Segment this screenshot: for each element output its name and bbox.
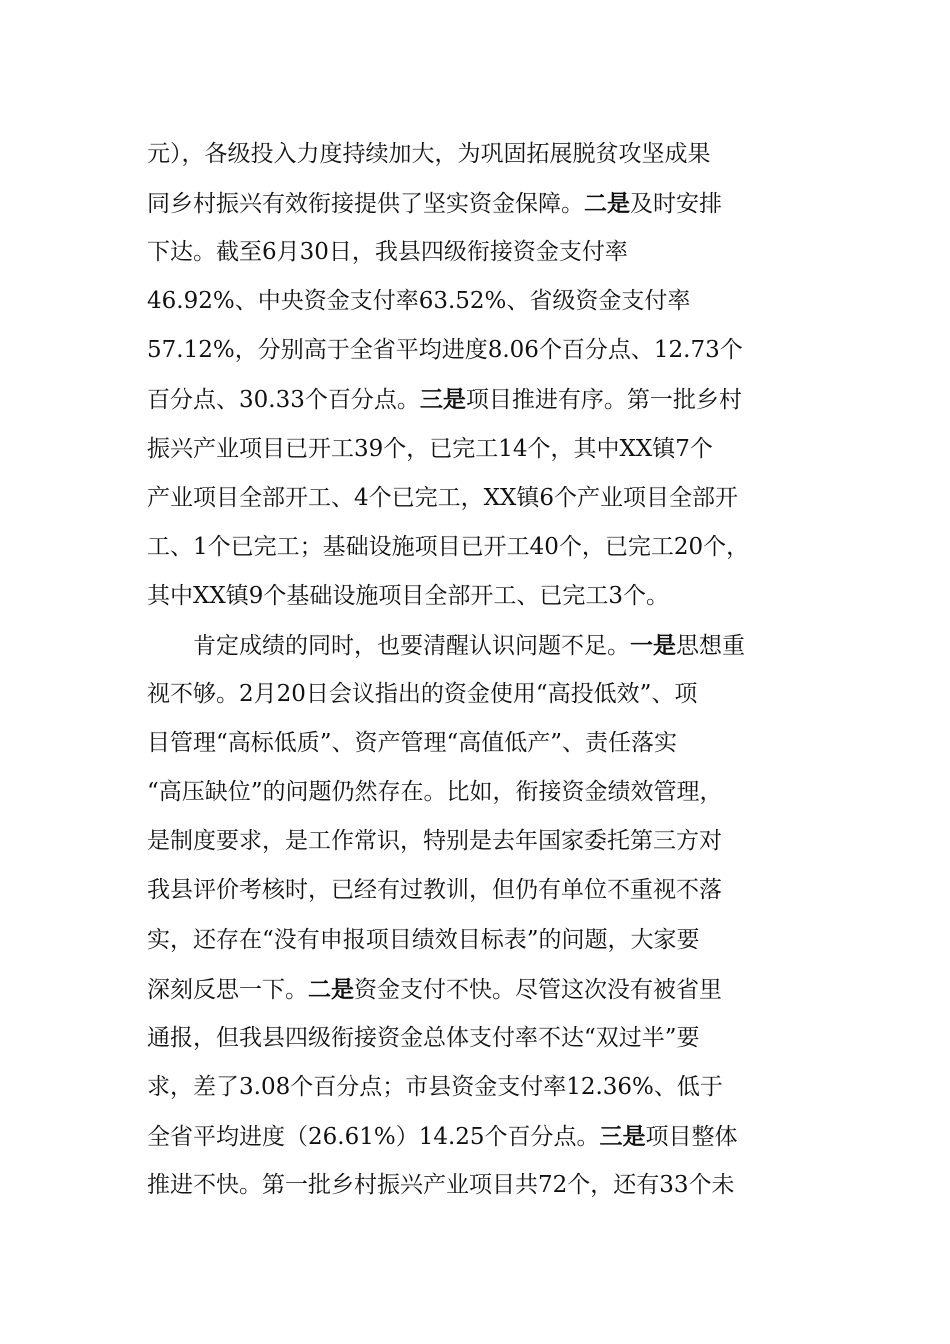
- text-run: 下达。截至6月30日，我县四级衔接资金支付率: [147, 239, 628, 266]
- text-run: 资金支付不快。尽管这次没有被省里: [354, 976, 722, 1003]
- text-run: 百分点、30.33个百分点。: [147, 387, 420, 414]
- text-run: 思想重: [676, 632, 745, 659]
- text-run: 全省平均进度（26.61%）14.25个百分点。: [147, 1123, 600, 1150]
- text-run: 推进不快。第一批乡村振兴产业项目共72个，还有33个未: [147, 1171, 735, 1198]
- text-run: 项目整体: [645, 1123, 738, 1150]
- text-line: [147, 621, 817, 670]
- text-line: [147, 572, 817, 621]
- text-run: 我县评价考核时，已经有过教训，但仍有单位不重视不落: [147, 877, 722, 904]
- text-run: 57.12%，分别高于全省平均进度8.06个百分点、12.73个: [147, 337, 743, 364]
- text-line: [147, 965, 817, 1014]
- text-line: [147, 670, 817, 719]
- text-run: 是制度要求，是工作常识，特别是去年国家委托第三方对: [147, 828, 722, 855]
- text-line: [147, 326, 817, 375]
- text-run: “高压缺位”的问题仍然存在。比如，衔接资金绩效管理，: [147, 779, 723, 806]
- text-line: [147, 1014, 817, 1063]
- text-line: [147, 425, 817, 474]
- text-run: 深刻反思一下。: [147, 976, 308, 1003]
- text-run: 肯定成绩的同时，也要清醒认识问题不足。: [193, 632, 630, 659]
- text-run: 视不够。2月20日会议指出的资金使用“高投低效”、项: [147, 681, 698, 708]
- text-run: 工、1个已完工；基础设施项目已开工40个，已完工20个，: [147, 533, 750, 560]
- text-line: [147, 1063, 817, 1112]
- text-run: 求，差了3.08个百分点；市县资金支付率12.36%、低于: [147, 1073, 723, 1100]
- text-line: [147, 719, 817, 768]
- text-run: 项目推进有序。第一批乡村: [465, 387, 742, 414]
- bold-phrase: 三是: [599, 1122, 646, 1150]
- text-run: 元），各级投入力度持续加大，为巩固拓展脱贫攻坚成果: [147, 141, 711, 167]
- bold-phrase: 三是: [419, 386, 466, 414]
- bold-phrase: 一是: [630, 631, 676, 659]
- bold-phrase: 二是: [308, 975, 354, 1003]
- text-line: [147, 277, 817, 326]
- text-line: [147, 375, 817, 424]
- bold-phrase: 二是: [584, 190, 630, 218]
- text-run: 及时安排: [630, 191, 722, 218]
- text-run: 产业项目全部开工、4个已完工，XX镇6个产业项目全部开: [147, 484, 739, 511]
- text-run: 实，还存在“没有申报项目绩效目标表”的问题，大家要: [147, 926, 700, 953]
- body-text: [147, 130, 817, 1210]
- text-line: [147, 179, 817, 228]
- text-line: [147, 523, 817, 572]
- text-line: [147, 916, 817, 965]
- text-run: 其中XX镇9个基础设施项目全部开工、已完工3个。: [147, 582, 670, 609]
- text-run: 目管理“高标低质”、资产管理“高值低产”、责任落实: [147, 730, 678, 757]
- text-line: [147, 228, 817, 277]
- text-line: [147, 866, 817, 915]
- text-line: [147, 474, 817, 523]
- text-run: 通报，但我县四级衔接资金总体支付率不达“双过半”要: [147, 1024, 700, 1051]
- text-line: [147, 1161, 817, 1210]
- text-run: 46.92%、中央资金支付率63.52%、省级资金支付率: [147, 288, 691, 315]
- text-run: 振兴产业项目已开工39个，已完工14个，其中XX镇7个: [147, 435, 713, 462]
- text-line: [147, 130, 817, 179]
- text-run: 同乡村振兴有效衔接提供了坚实资金保障。: [147, 191, 584, 218]
- text-line: [147, 817, 817, 866]
- text-line: [147, 1112, 817, 1161]
- text-line: [147, 768, 817, 817]
